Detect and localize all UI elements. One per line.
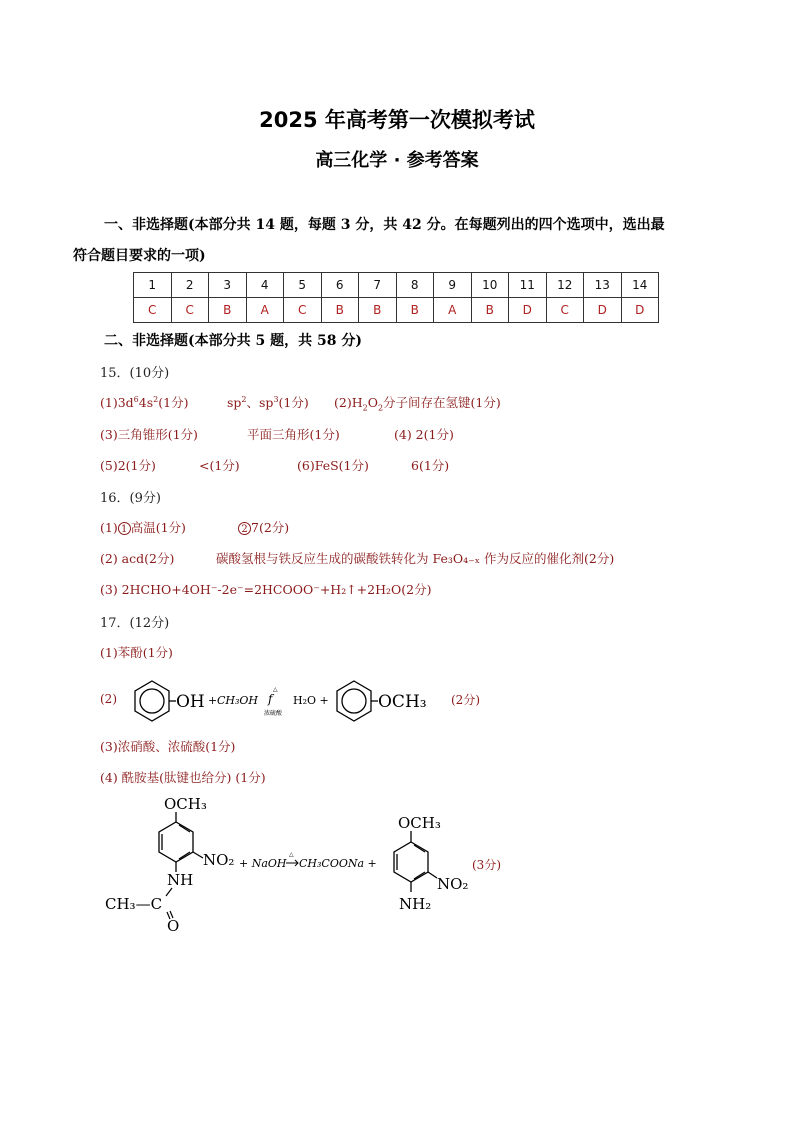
- answer-cell: B: [321, 298, 359, 323]
- rxn-no2-right: NO₂: [437, 875, 469, 893]
- eq-water: H₂O +: [293, 694, 329, 707]
- answer-cell: B: [359, 298, 397, 323]
- rxn-naoh: + NaOH: [239, 857, 287, 870]
- rxn-nh: NH: [167, 871, 194, 889]
- question-number-cell: 11: [509, 273, 547, 298]
- question-number-cell: 6: [321, 273, 359, 298]
- rxn-score: (3分): [472, 858, 501, 872]
- q15-answer-5b: <(1分): [199, 458, 240, 473]
- rxn-no2-left: NO₂: [203, 851, 235, 869]
- q15-answer-2: $(2)H_2O_2$分子间存在氢键(1分): [334, 395, 501, 413]
- eq-condition-top: △: [273, 686, 278, 693]
- question-number-cell: 12: [546, 273, 584, 298]
- q17-equation-2: [96, 670, 516, 728]
- answer-cell: B: [471, 298, 509, 323]
- circled-number-1: 1: [118, 522, 131, 535]
- q15-answer-1: $(1)3d^64s^2(1$分): [100, 394, 189, 410]
- question-number-cell: 5: [284, 273, 322, 298]
- eq-score: (2分): [451, 693, 480, 707]
- rxn-och3-left: OCH₃: [164, 795, 207, 813]
- benzene-ring-icon: [159, 812, 203, 872]
- q16-answer-2: (2) acd(2分): [100, 551, 175, 566]
- q16-answer-3: (3) 2HCHO+4OH⁻-2e⁻=2HCOOO⁻+H₂↑+2H₂O(2分): [100, 582, 432, 597]
- q17-answer-4: (4) 酰胺基(肽键也给分) (1分): [100, 770, 266, 785]
- question-number-cell: 8: [396, 273, 434, 298]
- q17-answer-3: (3)浓硝酸、浓硫酸(1分): [100, 739, 236, 754]
- q15-answer-3: (3)三角锥形(1分): [100, 427, 198, 442]
- part1-heading-line2: 符合题目要求的一项): [73, 248, 206, 264]
- benzene-ring-icon: [135, 681, 176, 721]
- benzene-ring-icon: [394, 831, 437, 892]
- eq-product: OCH₃: [378, 692, 427, 712]
- answer-cell: D: [621, 298, 659, 323]
- answer-key-table: [133, 272, 659, 323]
- answer-cell: B: [209, 298, 247, 323]
- answer-cell: A: [246, 298, 284, 323]
- part2-heading: 二、非选择题(本部分共 5 题，共 58 分): [104, 333, 362, 349]
- question-number-cell: 1: [134, 273, 172, 298]
- question-number-cell: 7: [359, 273, 397, 298]
- part1-heading-line1: 一、非选择题(本部分共 14 题，每题 3 分，共 42 分。在每题列出的四个选项中，选出最: [104, 217, 665, 233]
- svg-text:f: f: [268, 692, 273, 706]
- question-number-cell: 3: [209, 273, 247, 298]
- answer-cell: C: [546, 298, 584, 323]
- q16-answer-2b: 碳酸氢根与铁反应生成的碳酸铁转化为 Fe₃O₄₋ₓ 作为反应的催化剂(2分): [216, 551, 615, 566]
- question-number-cell: 10: [471, 273, 509, 298]
- answer-cell: B: [396, 298, 434, 323]
- q17-reaction-4: [100, 790, 520, 940]
- benzene-ring-icon: [337, 681, 378, 721]
- question-number-cell: 14: [621, 273, 659, 298]
- answer-cell: C: [171, 298, 209, 323]
- rxn-product1: CH₃COONa +: [299, 857, 377, 870]
- answer-cell: D: [509, 298, 547, 323]
- answer-cell: A: [434, 298, 472, 323]
- q15-answer-5: (5)2(1分): [100, 458, 156, 473]
- rxn-condition: △: [289, 851, 294, 858]
- q15-label: 15．(10分): [100, 366, 170, 381]
- question-number-cell: 4: [246, 273, 284, 298]
- answer-cell: C: [134, 298, 172, 323]
- q15-answer-6b: 6(1分): [411, 458, 450, 473]
- page-subtitle: 高三化学 · 参考答案: [315, 150, 479, 171]
- eq-oh: OH: [176, 692, 205, 712]
- answer-cell: D: [584, 298, 622, 323]
- eq-condition-bottom: 浓硫酸: [264, 710, 283, 717]
- q15-answer-6: (6)FeS(1分): [297, 458, 369, 473]
- q16-answer-1b: 2 7(2分): [238, 518, 289, 536]
- q15-answer-3b: 平面三角形(1分): [247, 427, 340, 442]
- q16-label: 16．(9分): [100, 491, 161, 506]
- rxn-o: O: [167, 917, 180, 935]
- rxn-nh2: NH₂: [399, 895, 432, 913]
- rxn-ch3c: CH₃—C: [105, 895, 163, 913]
- eq-plus: +: [208, 694, 218, 707]
- question-number-row: [134, 273, 659, 298]
- q15-answer-4: (4) 2(1分): [394, 427, 454, 442]
- eq-prefix: (2): [100, 692, 117, 706]
- question-number-cell: 13: [584, 273, 622, 298]
- question-number-cell: 9: [434, 273, 472, 298]
- question-number-cell: 2: [171, 273, 209, 298]
- circled-number-2: 2: [238, 522, 251, 535]
- answer-row: [134, 298, 659, 323]
- eq-reagent: CH₃OH: [217, 694, 259, 707]
- q15-answer-1b: $sp^2$、$sp^3(1$分): [227, 394, 309, 410]
- q17-label: 17．(12分): [100, 616, 170, 631]
- page-title: 2025 年高考第一次模拟考试: [259, 108, 535, 132]
- answer-cell: C: [284, 298, 322, 323]
- rxn-och3-right: OCH₃: [398, 814, 441, 832]
- q17-answer-1: (1)苯酚(1分): [100, 645, 173, 660]
- q16-answer-1: (1) 1 高温(1分): [100, 520, 186, 535]
